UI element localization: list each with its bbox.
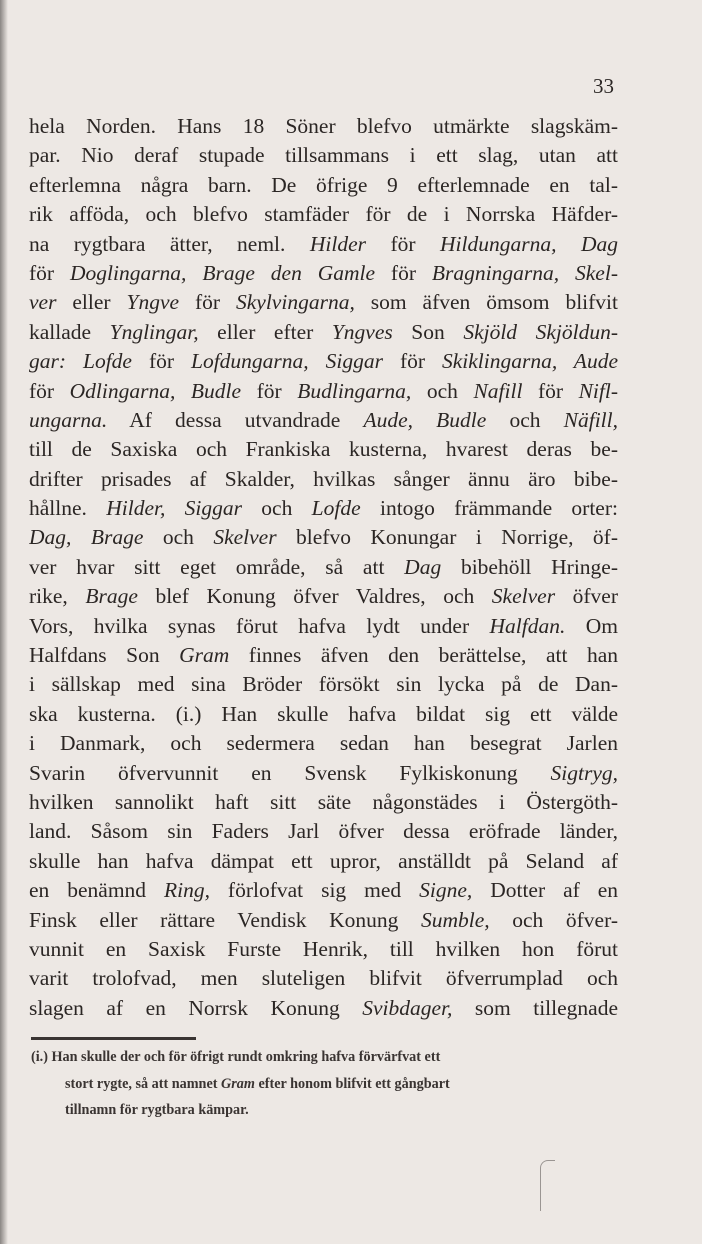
body-line [29,112,618,141]
text-segment: i Danmark, och sedermera sedan han besegrat Jarlen [29,731,618,756]
italic-text: Signe, [419,878,473,903]
text-segment: och [143,525,214,550]
italic-text: Halfdan. [489,613,566,638]
page-edge-shadow [0,0,8,1244]
body-line [29,465,618,494]
italic-text: Aude, Budle [363,407,487,432]
body-line [29,171,618,200]
body-line [29,141,618,170]
italic-text: Svibdager, [362,995,453,1020]
text-segment: skulle han hafva dämpat ett upror, anställdt på Seland af [29,848,618,873]
text-segment: för [29,378,70,403]
italic-text: Ring, [164,878,210,903]
text-segment: som tillegnade [452,995,618,1020]
body-line [29,377,618,406]
italic-text: Budlingarna, [297,378,412,403]
text-segment: Af dessa utvandrade [107,407,364,432]
body-line [29,641,618,670]
text-segment: för [241,378,298,403]
italic-text: Hildungarna, Dag [440,231,618,256]
body-line [29,817,618,846]
body-line [29,935,618,964]
italic-text: Dag, Brage [29,525,144,550]
body-line [29,200,618,229]
text-segment: för [29,260,70,285]
text-segment: Dotter af en [472,878,618,903]
text-segment: Vors, hvilka synas förut hafva lydt under [29,613,490,638]
text-segment: drifter prisades af Skalder, hvilkas sånger ännu äro bibe- [29,466,618,491]
text-segment: för [366,231,441,256]
italic-text: Lofde [311,496,361,521]
body-line [29,847,618,876]
footnote [31,1044,621,1124]
text-segment: eller [56,290,127,315]
text-segment: rik afföda, och blefvo stamfäder för de i Norrska Häfder- [29,202,618,227]
text-segment: efter honom blifvit ett gångbart [254,1075,450,1092]
text-segment: ver hvar sitt eget område, så att [29,554,405,579]
text-segment: na rygtbara ätter, neml. [29,231,310,256]
body-line [29,876,618,905]
italic-text: Yngves [331,319,393,344]
text-segment: och [486,407,564,432]
text-segment: och [411,378,474,403]
text-segment: vunnit en Saxisk Furste Henrik, till hvilken hon förut [29,936,618,961]
italic-text: Skelver [491,584,556,609]
text-segment: Halfdans Son [29,643,180,668]
italic-text: Nafill [473,378,523,403]
text-segment: blefvo Konungar i Norrige, öf- [276,525,618,550]
body-line [29,259,618,288]
text-segment: hållne. [29,496,107,521]
text-segment: efterlemna några barn. De öfrige 9 efterlemnade en tal- [29,172,618,197]
italic-text: Näfill, [563,407,618,432]
italic-text: Skjöld Skjöldun- [463,319,618,344]
body-line [29,906,618,935]
page-number: 33 [593,74,614,98]
italic-text: Hilder, Siggar [106,496,242,521]
italic-text: Lofdungarna, Siggar [190,349,383,374]
text-segment: Finsk eller rättare Vendisk Konung [29,907,421,932]
text-segment: för [382,349,442,374]
body-line [29,582,618,611]
body-line [29,994,618,1023]
italic-text: Dag [404,554,442,579]
footnote-line [31,1097,621,1124]
text-segment: (i.) Han skulle der och för öfrigt rundt omkring hafva förvärfvat ett [31,1049,441,1065]
body-line [29,318,618,347]
body-line [29,788,618,817]
italic-text: gar: Lofde [29,349,132,374]
italic-text: Skylvingarna, [236,290,355,315]
italic-text: Gram [179,643,230,668]
body-line [29,230,618,259]
italic-text: Bragningarna, Skel- [431,260,618,285]
text-segment: eller efter [198,319,332,344]
italic-text: Skiklingarna, Aude [441,349,618,374]
text-segment: blef Konung öfver Valdres, och [137,584,492,609]
text-segment: och öfver- [489,907,618,932]
body-line [29,670,618,699]
body-text [29,112,618,1023]
body-line [29,406,618,435]
italic-text: Odlingarna, Budle [69,378,242,403]
italic-text: Sumble, [421,907,490,932]
italic-text: Sigtryg, [550,760,618,785]
text-segment: ska kusterna. (i.) Han skulle hafva bildat sig ett välde [29,701,618,726]
text-segment: för [179,290,236,315]
body-line [29,964,618,993]
text-segment: en benämnd [29,878,164,903]
footnote-rule [31,1037,196,1040]
body-line [29,612,618,641]
italic-text: Hilder [309,231,367,256]
text-segment: för [375,260,432,285]
italic-text: Ynglingar, [109,319,199,344]
text-segment: intogo främmande orter: [360,496,618,521]
body-line [29,347,618,376]
italic-text: ungarna. [29,407,108,432]
text-segment: och [242,496,312,521]
text-segment: finnes äfven den berättelse, att han [229,643,618,668]
body-line [29,494,618,523]
body-line [29,523,618,552]
text-segment: som äfven ömsom blifvit [354,290,618,315]
footnote-line [31,1044,621,1071]
text-segment: Svarin öfvervunnit en Svensk Fylkiskonung [29,760,551,785]
text-segment: stort rygte, så att namnet [65,1075,222,1092]
italic-text: Doglingarna, Brage den Gamle [69,260,376,285]
pencil-mark [540,1160,555,1211]
text-segment: bibehöll Hringe- [441,554,618,579]
text-segment: hvilken sannolikt haft sitt säte någonstädes i Östergöth- [29,789,618,814]
text-segment: par. Nio deraf stupade tillsammans i ett slag, utan att [29,143,618,168]
italic-text: Nifl- [578,378,618,403]
text-segment: kallade [29,319,110,344]
text-segment: i sällskap med sina Bröder försökt sin lycka på de Dan- [29,672,618,697]
text-segment: hela Norden. Hans 18 Söner blefvo utmärkte slagskäm- [29,114,618,138]
italic-text: Gram [221,1075,255,1092]
body-line [29,729,618,758]
text-segment: rike, [29,584,86,609]
italic-text: Yngve [126,290,180,315]
body-line [29,759,618,788]
italic-text: ver [29,290,57,315]
text-segment: slagen af en Norrsk Konung [29,995,363,1020]
body-line [29,700,618,729]
text-segment: förlofvat sig med [209,878,420,903]
text-segment: land. Såsom sin Faders Jarl öfver dessa eröfrade länder, [29,819,618,844]
text-segment: varit trolofvad, men sluteligen blifvit öfverrumplad och [29,966,618,991]
text-segment: öfver [555,584,618,609]
text-segment: Son [392,319,464,344]
italic-text: Brage [85,584,138,609]
text-segment: till de Saxiska och Frankiska kusterna, hvarest deras be- [29,437,618,462]
body-line [29,435,618,464]
text-segment: tillnamn för rygtbara kämpar. [65,1102,249,1118]
text-segment: för [131,349,191,374]
text-segment: Om [565,613,618,638]
italic-text: Skelver [213,525,277,550]
body-line [29,553,618,582]
footnote-line [31,1071,621,1098]
body-line [29,288,618,317]
text-segment: för [522,378,579,403]
